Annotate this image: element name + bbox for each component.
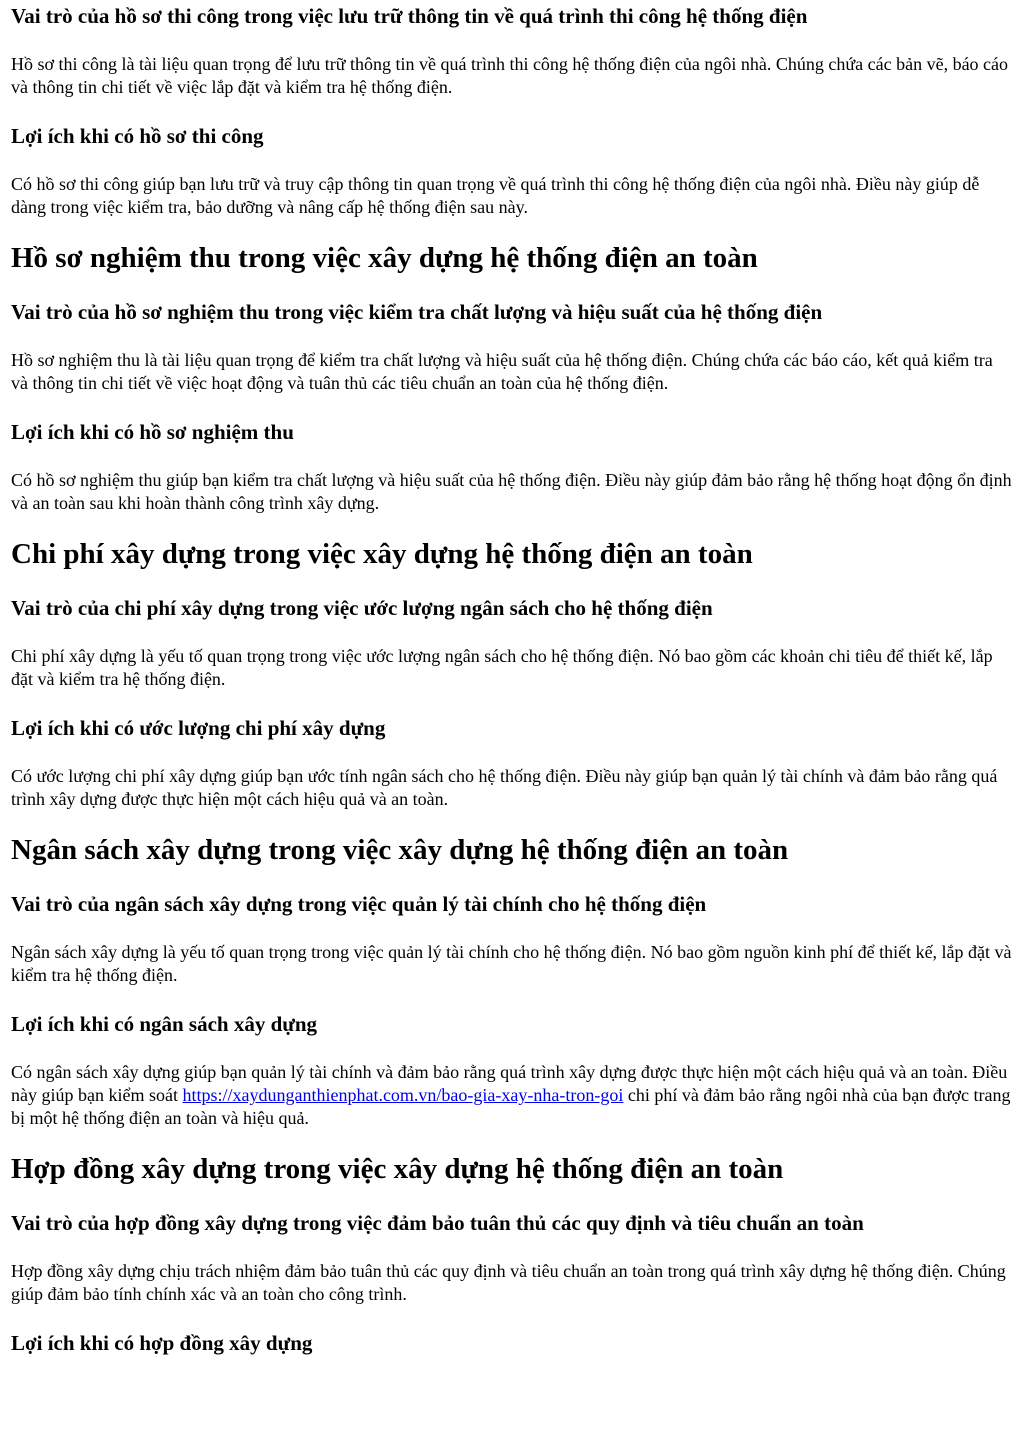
paragraph-text-before-link: Có ngân sách xây dựng giúp bạn quản lý tài chính và đảm bảo rằng quá trình xây dựng được thực hiện một cách hiệu quả và an toàn. Điều này giúp bạn kiểm soát <box>11 1062 1008 1105</box>
subheading: Lợi ích khi có ngân sách xây dựng <box>11 1012 318 1036</box>
subheading: Vai trò của chi phí xây dựng trong việc ước lượng ngân sách cho hệ thống điện <box>11 596 713 620</box>
subheading: Vai trò của ngân sách xây dựng trong việc quản lý tài chính cho hệ thống điện <box>11 892 707 916</box>
paragraph: Có hồ sơ nghiệm thu giúp bạn kiểm tra chất lượng và hiệu suất của hệ thống điện. Điều này giúp đảm bảo rằng hệ thống hoạt động ổn định và an toàn sau khi hoàn thành công trình xây dựng. <box>11 470 1012 513</box>
document-page <box>0 3 1024 1356</box>
subheading: Vai trò của hồ sơ thi công trong việc lưu trữ thông tin về quá trình thi công hệ thống điện <box>11 4 808 28</box>
section-heading: Hợp đồng xây dựng trong việc xây dựng hệ thống điện an toàn <box>11 1153 784 1185</box>
subheading: Lợi ích khi có hồ sơ nghiệm thu <box>11 420 294 444</box>
subheading: Vai trò của hợp đồng xây dựng trong việc đảm bảo tuân thủ các quy định và tiêu chuẩn an toàn <box>11 1211 864 1235</box>
paragraph-text-after-link: chi phí và đảm bảo rằng ngôi nhà của bạn được trang bị một hệ thống điện an toàn và hiệu quả. <box>11 1085 1011 1128</box>
subheading: Vai trò của hồ sơ nghiệm thu trong việc kiểm tra chất lượng và hiệu suất của hệ thống điện <box>11 300 823 324</box>
section-heading: Ngân sách xây dựng trong việc xây dựng hệ thống điện an toàn <box>11 834 789 866</box>
subheading: Lợi ích khi có ước lượng chi phí xây dựng <box>11 716 386 740</box>
section-heading: Hồ sơ nghiệm thu trong việc xây dựng hệ thống điện an toàn <box>11 242 758 274</box>
paragraph-with-link <box>11 1061 1014 1130</box>
paragraph: Ngân sách xây dựng là yếu tố quan trọng trong việc quản lý tài chính cho hệ thống điện. Nó bao gồm nguồn kinh phí để thiết kế, lắp đặt và kiểm tra hệ thống điện. <box>11 942 1012 985</box>
paragraph: Có ước lượng chi phí xây dựng giúp bạn ước tính ngân sách cho hệ thống điện. Điều này giúp bạn quản lý tài chính và đảm bảo rằng quá trình xây dựng được thực hiện một cách hiệu quả và an toàn. <box>11 766 998 809</box>
paragraph: Hồ sơ nghiệm thu là tài liệu quan trọng để kiểm tra chất lượng và hiệu suất của hệ thống điện. Chúng chứa các báo cáo, kết quả kiểm tra và thông tin chi tiết về việc hoạt động và tuân thủ các tiêu chuẩn an toàn của hệ thống điện. <box>11 350 993 393</box>
section-heading: Chi phí xây dựng trong việc xây dựng hệ thống điện an toàn <box>11 538 753 570</box>
paragraph: Có hồ sơ thi công giúp bạn lưu trữ và truy cập thông tin quan trọng về quá trình thi công hệ thống điện của ngôi nhà. Điều này giúp dễ dàng trong việc kiểm tra, bảo dưỡng và nâng cấp hệ thống điện sau này. <box>11 174 980 217</box>
subheading: Lợi ích khi có hợp đồng xây dựng <box>11 1331 313 1355</box>
paragraph: Chi phí xây dựng là yếu tố quan trọng trong việc ước lượng ngân sách cho hệ thống điện. Nó bao gồm các khoản chi tiêu để thiết kế, lắp đặt và kiểm tra hệ thống điện. <box>11 646 993 689</box>
paragraph: Hồ sơ thi công là tài liệu quan trọng để lưu trữ thông tin về quá trình thi công hệ thống điện của ngôi nhà. Chúng chứa các bản vẽ, báo cáo và thông tin chi tiết về việc lắp đặt và kiểm tra hệ thống điện. <box>11 54 1009 97</box>
pricing-link[interactable]: https://xaydunganthienphat.com.vn/bao-gia-xay-nha-tron-goi <box>182 1085 624 1105</box>
paragraph: Hợp đồng xây dựng chịu trách nhiệm đảm bảo tuân thủ các quy định và tiêu chuẩn an toàn trong quá trình xây dựng hệ thống điện. Chúng giúp đảm bảo tính chính xác và an toàn cho công trình. <box>11 1261 1006 1304</box>
subheading: Lợi ích khi có hồ sơ thi công <box>11 124 264 148</box>
